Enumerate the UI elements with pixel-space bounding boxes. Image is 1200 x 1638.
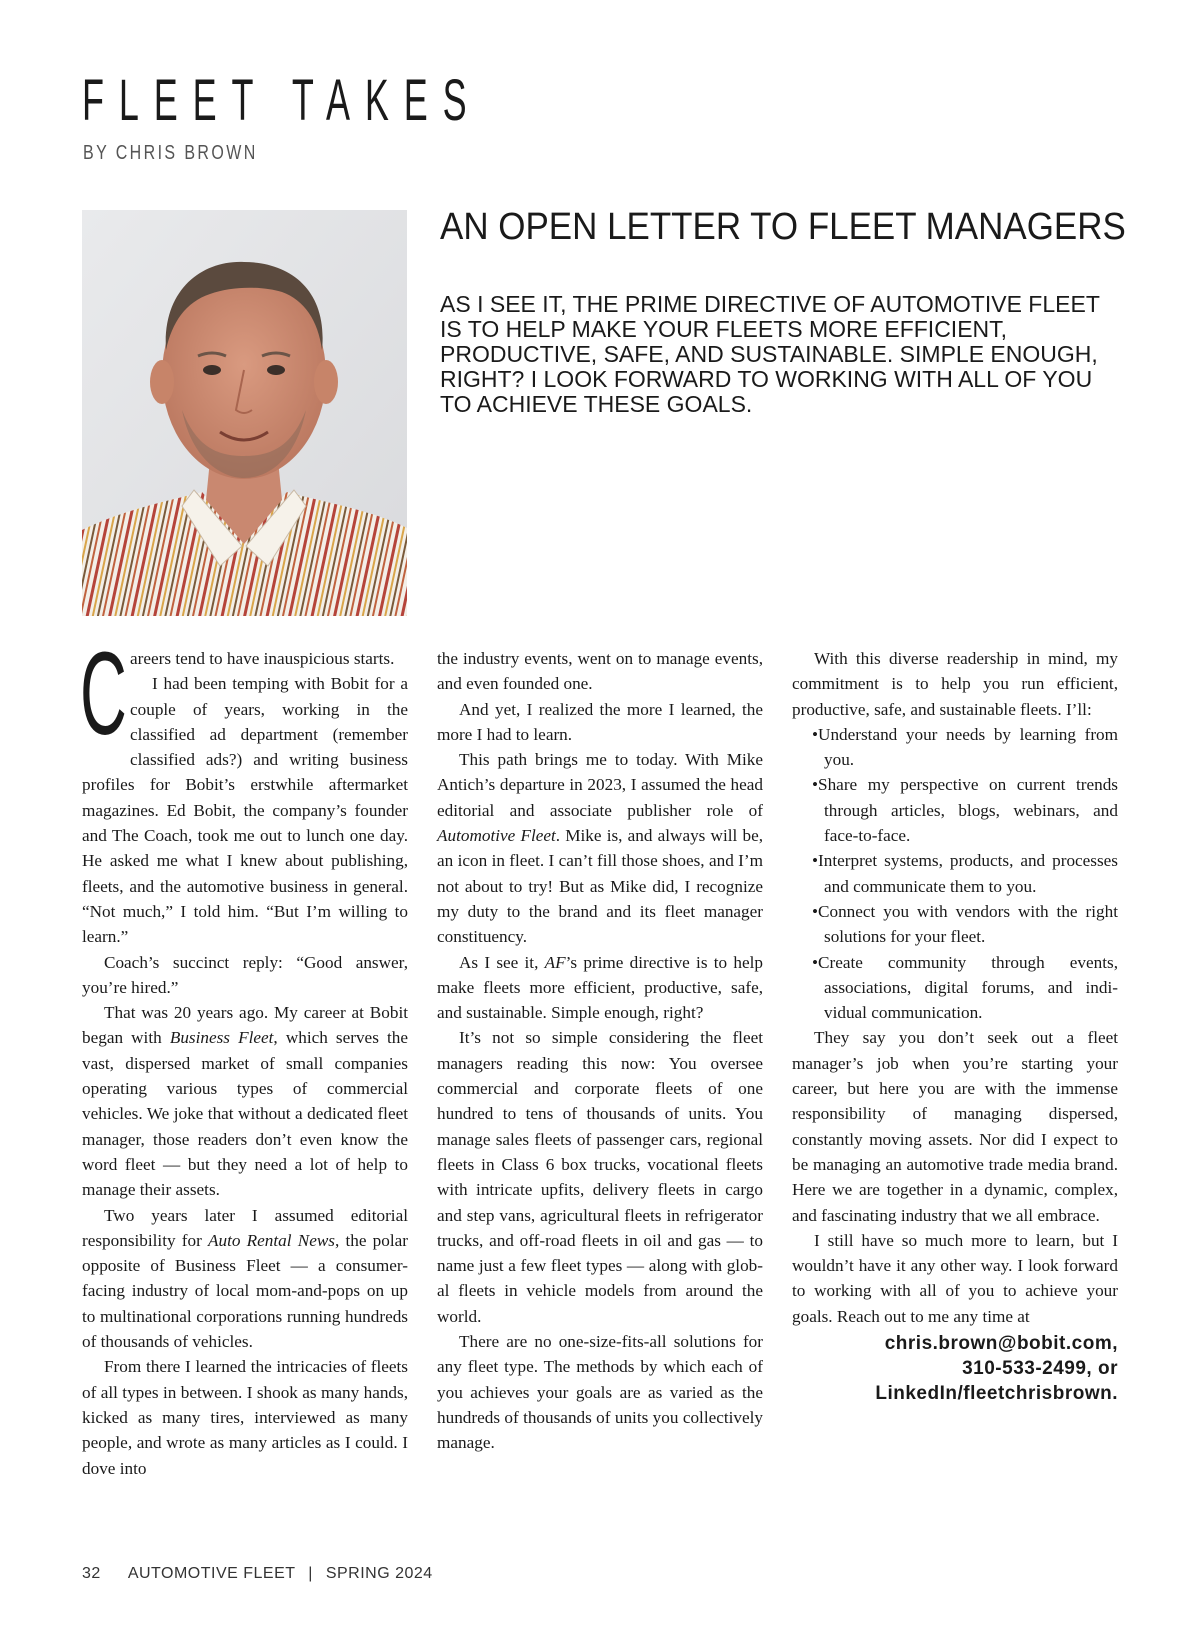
column-title: FLEET TAKES: [82, 68, 482, 133]
bullet-glyph: •: [812, 724, 819, 744]
phone-line: [792, 1356, 1118, 1381]
publication-name: Auto Rental News: [208, 1230, 335, 1250]
paragraph: [437, 747, 763, 949]
list-item-text: Create community through events, associations, digital forums, and individual communication.: [818, 952, 1118, 1023]
list-item-text: Connect you with vendors with the right solutions for your fleet.: [818, 901, 1118, 947]
text-run: That was 20 years ago. My career at Bobit began with: [82, 1003, 408, 1048]
commitment-list: [792, 722, 1118, 1026]
paragraph: And yet, I realized the more I learned, the more I had to learn.: [437, 699, 763, 744]
column-1: [80, 628, 408, 1526]
publication-name: AUTOMOTIVE FLEET: [127, 1565, 296, 1582]
publication-name: Automotive Fleet: [437, 826, 556, 846]
paragraph: With this diverse readership in mind, my commitment is to help you run efficient, productive, safe, and sustainable fleets. I’ll:: [792, 649, 1118, 719]
text-run: As I see it,: [459, 952, 545, 972]
byline: BY CHRIS BROWN: [83, 142, 258, 164]
list-item: [792, 950, 1118, 1026]
bullet-glyph: •: [812, 851, 819, 871]
page-number: 32: [82, 1565, 101, 1582]
phone-number[interactable]: 310-533-2499,: [962, 1358, 1093, 1380]
list-item-text: Understand your needs by learning from you.: [818, 724, 1118, 770]
page-footer: [82, 1565, 433, 1583]
bullet-glyph: •: [812, 901, 819, 921]
text-run: , which serves the vast, dispersed market of small companies operating various types of commercial vehicles. We joke that without a dedicated fleet manager, those readers don’t even know the word fleet — but they need a lot of help to manage their assets.: [82, 1028, 408, 1200]
list-item: [792, 899, 1118, 950]
list-item: [792, 772, 1118, 848]
list-item-text: Interpret systems, products, and processes and communicate them to you.: [818, 851, 1118, 896]
paragraph: areers tend to have inauspicious starts.: [130, 649, 395, 668]
text-run: ’s prime directive is to help make fleets more efficient, productive, safe, and sustainable. Simple enough, right?: [437, 952, 763, 1023]
paragraph: I had been temping with Bobit for a couple of years, working in the classified ad department (remember classified ads?) and writing business profiles for Bobit’s erstwhile aftermarket magazines. Ed Bobit, the company’s founder and The Coach, took me out to lunch one day. He asked me what I knew about publishing, fleets, and the automotive business in general. “Not much,” I told him. “But I’m willing to learn.”: [82, 674, 408, 947]
issue-date: SPRING 2024: [325, 1565, 433, 1582]
column-2: [437, 646, 763, 1526]
paragraph: They say you don’t seek out a fleet manager’s job when you’re starting your career, but here you are with the immense responsibility of managing dispersed, constantly moving assets. Nor did I expect to be managing an automotive trade media brand. Here we are together in a dynamic, complex, and fascinating industry that we all embrace.: [792, 1028, 1118, 1225]
drop-cap: C: [80, 628, 127, 760]
paragraph: the industry events, went on to manage events, and even founded one.: [437, 649, 763, 694]
publication-name: AF: [544, 952, 566, 972]
paragraph: Coach’s succinct reply: “Good answer, you’re hired.”: [82, 952, 408, 997]
paragraph: [82, 1000, 408, 1202]
text-run: Two years later I assumed editorial responsibility for: [82, 1205, 408, 1250]
author-photo: [82, 210, 407, 616]
contact-info: [792, 1331, 1118, 1406]
footer-separator: |: [308, 1565, 313, 1582]
bullet-glyph: •: [812, 952, 819, 972]
paragraph: I still have so much more to learn, but I wouldn’t have it any other way. I look forward to working with all of you to achieve your goals. Reach out to me any time at: [792, 1230, 1118, 1326]
paragraph: From there I learned the intricacies of fleets of all types in between. I shook as many hands, kicked as many tires, interviewed as many people, and wrote as many articles as I could. I dove into: [82, 1357, 408, 1478]
publication-name: Business Fleet: [169, 1028, 274, 1048]
text-run: This path brings me to today. With Mike Antich’s departure in 2023, I assumed the head editorial and associate publisher role of: [437, 750, 763, 820]
email-link[interactable]: chris.brown@bobit.com,: [884, 1333, 1118, 1355]
column-3: [792, 646, 1118, 1526]
paragraph: [437, 950, 763, 1026]
or-word: or: [1098, 1358, 1118, 1380]
paragraph: [82, 1203, 408, 1355]
list-item-text: Share my perspective on current trends through articles, blogs, webinars, and face-to-face.: [818, 775, 1118, 846]
text-run: . Mike is, and always will be, an icon in fleet. I can’t fill those shoes, and I’m not about to try! But as Mike did, I recognize my duty to the brand and its fleet manager constituency.: [437, 826, 763, 947]
list-item: [792, 722, 1118, 773]
article-headline: AN OPEN LETTER TO FLEET MANAGERS: [440, 206, 1126, 248]
paragraph: There are no one-size-fits-all solutions for any fleet type. The methods by which each of you achieves your goals are as varied as the hundreds of thousands of units you collectively manage.: [437, 1332, 763, 1453]
list-item: [792, 848, 1118, 899]
article-deck: AS I SEE IT, THE PRIME DIRECTIVE OF AUTOMOTIVE FLEET IS TO HELP MAKE YOUR FLEETS MORE EFFICIENT, PRODUCTIVE, SAFE, AND SUSTAINABLE. SIMPLE ENOUGH, RIGHT? I LOOK FORWARD TO WORKING WITH ALL OF YOU TO ACHIEVE THESE GOALS.: [440, 291, 1100, 417]
bullet-glyph: •: [812, 775, 819, 795]
linkedin-link[interactable]: LinkedIn/fleetchrisbrown.: [875, 1383, 1118, 1405]
text-run: , the polar opposite of Business Fleet — a consumer-facing industry of local mom-and-pops on up to multinational corporations running hundreds of thousands of vehicles.: [82, 1230, 408, 1352]
article-body: [80, 628, 1118, 1526]
paragraph: It’s not so simple considering the fleet managers reading this now: You oversee commercial and corporate fleets of one hundred to tens of thousands of units. You manage sales fleets of passenger cars, regional fleets in Class 6 box trucks, vocational fleets with intricate upfits, delivery fleets in cargo and step vans, agricultural fleets in refrigerator trucks, and off-road fleets in oil and gas — to name just a few fleet types — along with global fleets in vehicle models from around the world.: [437, 1028, 763, 1326]
author-portrait-image: [82, 210, 407, 616]
